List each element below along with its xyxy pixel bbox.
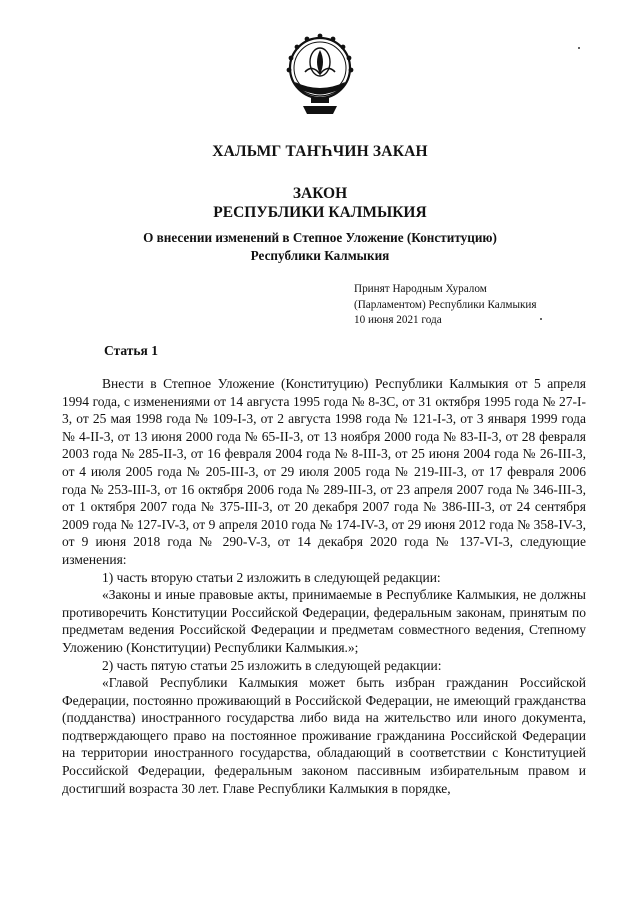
law-subtitle	[0, 229, 640, 265]
article-body	[62, 375, 586, 797]
law-subtitle-line1: О внесении изменений в Степное Уложение (Конституцию)	[143, 230, 497, 245]
scan-speck	[578, 47, 580, 49]
article-intro: Внести в Степное Уложение (Конституцию) Республики Калмыкия от 5 апреля 1994 года, с изменениями от 14 августа 1995 года № 8-3С, от 31 октября 1995 года № 27-I-3, от 25 мая 1998 года № 109-I-3, от 2 августа 1998 года № 121-I-3, от 3 января 1999 года № 4-II-3, от 13 июня 2000 года № 65-II-3, от 13 ноября 2000 года № 83-II-3, от 28 февраля 2003 года № 285-II-3, от 16 февраля 2004 года № 8-III-3, от 25 июня 2004 года № 26-III-3, от 4 июля 2005 года № 205-III-3, от 29 июля 2005 года № 219-III-3, от 17 февраля 2006 года № 253-III-3, от 16 октября 2006 года № 289-III-3, от 23 апреля 2007 года № 346-III-3, от 1 октября 2007 года № 375-III-3, от 20 декабря 2007 года № 386-III-3, от 24 сентября 2009 года № 127-IV-3, от 9 апреля 2010 года № 174-IV-3, от 29 июня 2012 года № 358-IV-3, от 9 июня 2018 года № 290-V-3, от 14 декабря 2020 года № 137-VI-3, следующие изменения:	[62, 376, 586, 567]
adoption-line2: (Парламентом) Республики Калмыкия	[354, 298, 537, 311]
law-title-line1: ЗАКОН	[292, 185, 348, 202]
law-title	[0, 184, 640, 222]
law-title-line2: РЕСПУБЛИКИ КАЛМЫКИЯ	[213, 204, 427, 221]
article-heading: Статья 1	[104, 343, 158, 358]
article-item1-quote: «Законы и иные правовые акты, принимаемые в Республике Калмыкия, не должны противоречить Конституции Российской Федерации, федеральным законам, принятым по предметам ведения Российской Федерации и предметам совместного ведения, Степному Уложению (Конституции) Республики Калмыкия.»;	[62, 587, 586, 655]
article-item2: 2) часть пятую статьи 25 изложить в следующей редакции:	[102, 657, 442, 673]
kalmykia-coat-of-arms-icon	[281, 28, 359, 118]
law-subtitle-line2: Республики Калмыкия	[250, 248, 390, 263]
article-item1: 1) часть вторую статьи 2 изложить в следующей редакции:	[102, 569, 441, 585]
scan-speck	[540, 318, 542, 320]
adoption-block	[354, 282, 537, 329]
title-kalmyk: ХАЛЬМГ ТАҤҺЧИН ЗАКАН	[212, 143, 428, 160]
adoption-line3: 10 июня 2021 года	[354, 314, 442, 326]
adoption-line1: Принят Народным Хуралом	[354, 283, 487, 295]
article-item2-quote: «Главой Республики Калмыкия может быть избран гражданин Российской Федерации, постоянно проживающий в Российской Федерации, не имеющий гражданства (подданства) иностранного государства либо вида на жительство или иного документа, подтверждающего право на постоянное проживание гражданина Российской Федерации на территории иностранного государства, обладающий в соответствии с Конституцией Российской Федерации, федеральным законом пассивным избирательным правом и достигший возраста 30 лет. Главе Республики Калмыкия в порядке,	[62, 675, 586, 796]
